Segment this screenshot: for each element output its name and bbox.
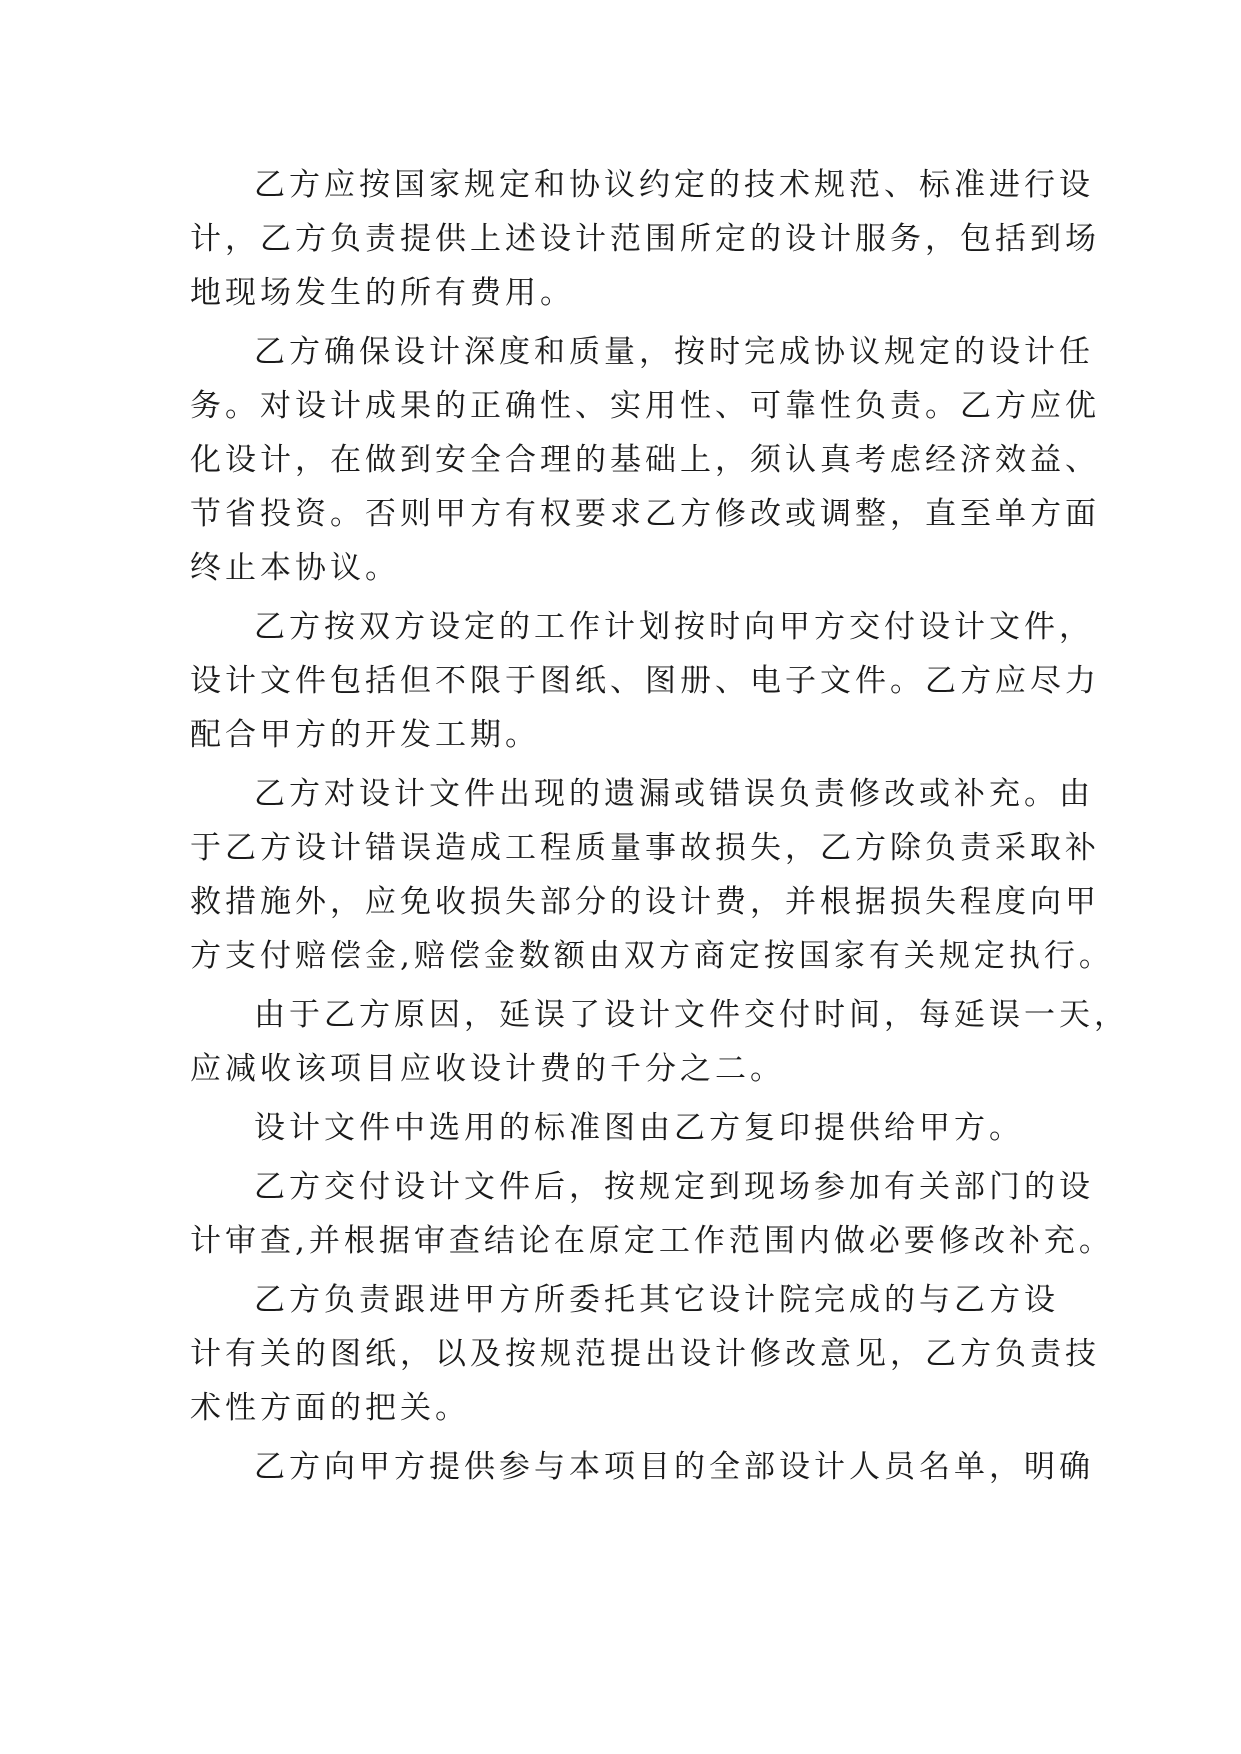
text-line: 应减收该项目应收设计费的千分之二。 (190, 1051, 785, 1087)
text-line: 术性方面的把关。 (190, 1390, 470, 1426)
text-line: 方支付赔偿金,赔偿金数额由双方商定按国家有关规定执行。 (190, 938, 1114, 974)
text-line: 乙方交付设计文件后，按规定到现场参加有关部门的设 (254, 1169, 1094, 1205)
text-line: 乙方按双方设定的工作计划按时向甲方交付设计文件， (254, 609, 1094, 645)
text-line: 设计文件中选用的标准图由乙方复印提供给甲方。 (254, 1110, 1024, 1146)
text-line: 配合甲方的开发工期。 (190, 717, 540, 753)
text-line: 乙方应按国家规定和协议约定的技术规范、标准进行设 (254, 167, 1094, 203)
text-line: 乙方负责跟进甲方所委托其它设计院完成的与乙方设 (254, 1282, 1059, 1318)
text-line: 计，乙方负责提供上述设计范围所定的设计服务，包括到场 (190, 221, 1100, 257)
text-line: 乙方对设计文件出现的遗漏或错误负责修改或补充。由 (254, 776, 1094, 812)
text-line: 终止本协议。 (190, 550, 400, 586)
text-line: 乙方向甲方提供参与本项目的全部设计人员名单，明确 (254, 1449, 1094, 1485)
text-line: 救措施外，应免收损失部分的设计费，并根据损失程度向甲 (190, 884, 1100, 920)
text-line: 化设计，在做到安全合理的基础上，须认真考虑经济效益、 (190, 442, 1100, 478)
paragraph-delay-penalty (190, 988, 1129, 1096)
paragraph-standard-drawings (190, 1101, 1050, 1155)
paragraph-delivery-schedule (190, 600, 1100, 762)
text-line: 乙方确保设计深度和质量，按时完成协议规定的设计任 (254, 334, 1094, 370)
paragraph-follow-up (190, 1273, 1100, 1435)
text-line: 于乙方设计错误造成工程质量事故损失，乙方除负责采取补 (190, 830, 1100, 866)
text-line: 地现场发生的所有费用。 (190, 275, 575, 311)
paragraph-personnel-list (190, 1440, 1094, 1494)
paragraph-design-standards (190, 158, 1100, 320)
paragraph-design-quality (190, 325, 1100, 595)
paragraph-design-review (190, 1160, 1114, 1268)
text-line: 由于乙方原因，延误了设计文件交付时间，每延误一天， (254, 997, 1129, 1033)
text-line: 计有关的图纸，以及按规范提出设计修改意见，乙方负责技 (190, 1336, 1100, 1372)
document-body (190, 158, 1129, 1499)
text-line: 务。对设计成果的正确性、实用性、可靠性负责。乙方应优 (190, 388, 1100, 424)
paragraph-error-liability (190, 767, 1114, 983)
text-line: 设计文件包括但不限于图纸、图册、电子文件。乙方应尽力 (190, 663, 1100, 699)
text-line: 计审查,并根据审查结论在原定工作范围内做必要修改补充。 (190, 1223, 1114, 1259)
text-line: 节省投资。否则甲方有权要求乙方修改或调整，直至单方面 (190, 496, 1100, 532)
